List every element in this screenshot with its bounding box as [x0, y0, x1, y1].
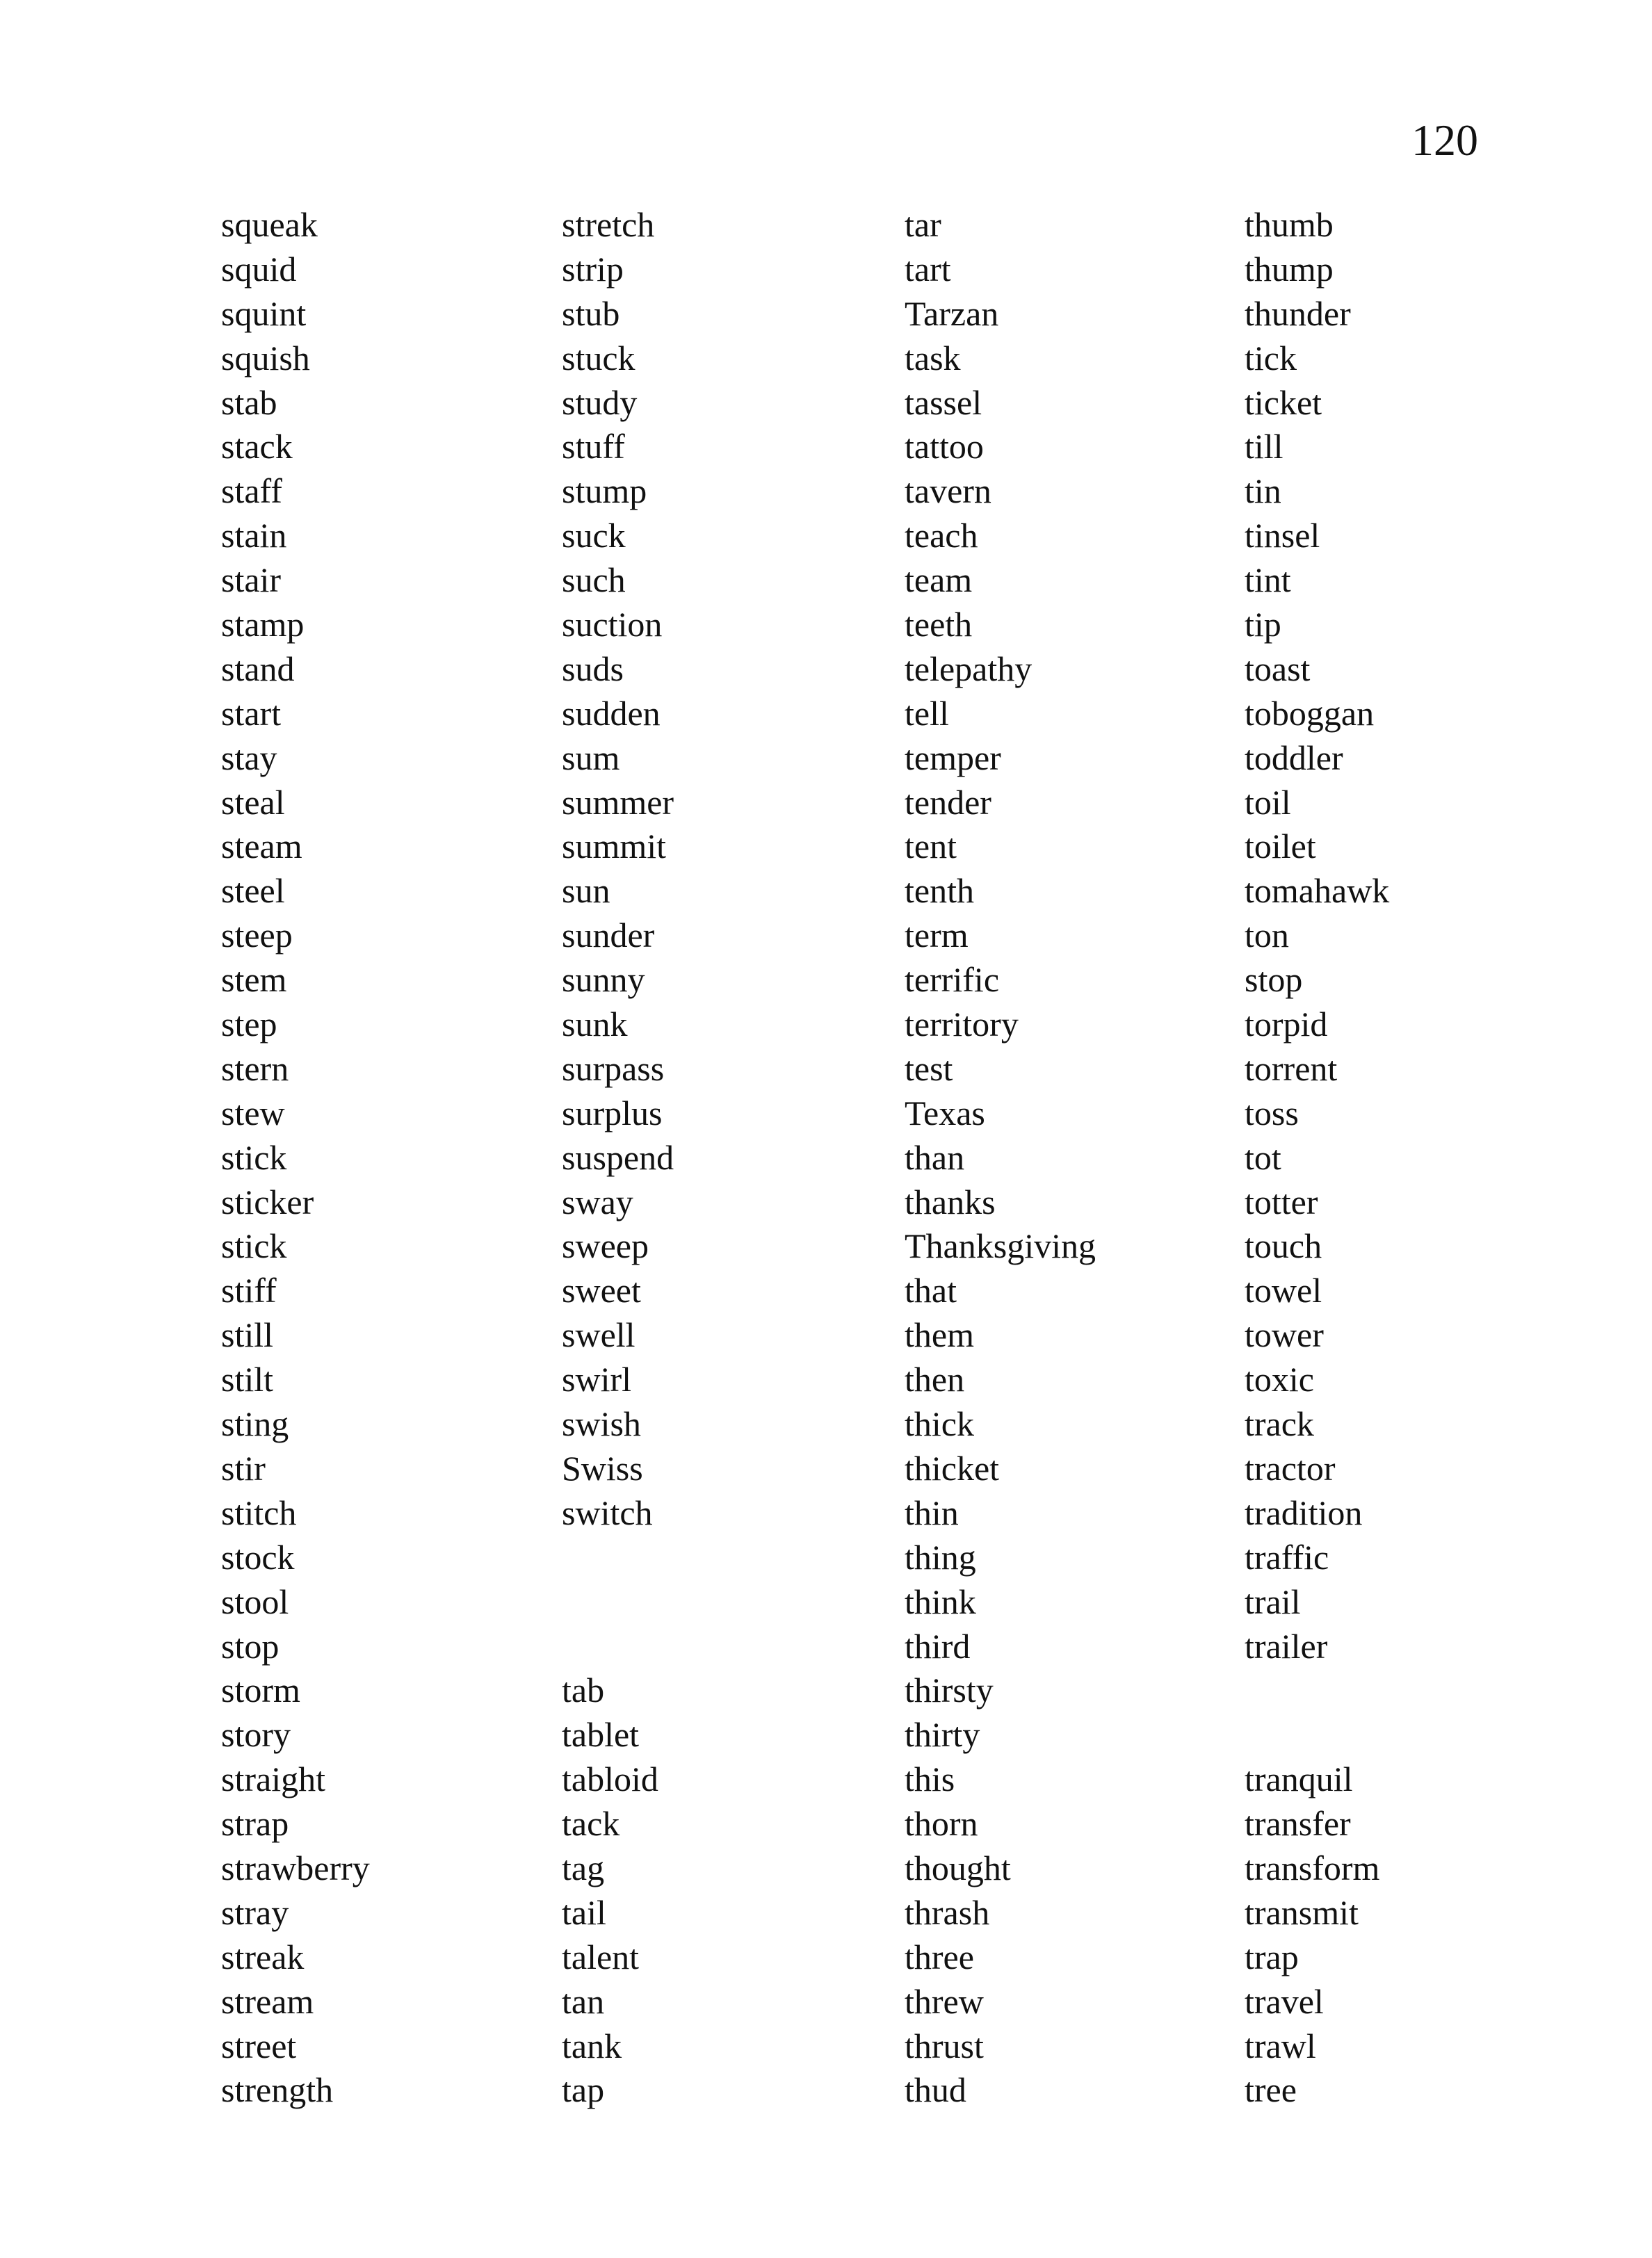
word-entry: transform: [1245, 1848, 1380, 1887]
word-entry: toboggan: [1245, 693, 1375, 733]
word-entry: stop: [221, 1626, 280, 1666]
word-entry: stray: [221, 1892, 289, 1932]
word-entry: Tarzan: [905, 293, 999, 333]
word-entry: sunk: [562, 1005, 628, 1044]
word-entry: tomahawk: [1245, 871, 1390, 911]
word-entry: stock: [221, 1537, 295, 1577]
word-entry: threw: [905, 1981, 984, 2021]
word-entry: sticker: [221, 1182, 314, 1221]
word-column-1: [221, 203, 541, 2113]
word-entry: thought: [905, 1848, 1011, 1887]
word-entry: tower: [1245, 1315, 1324, 1355]
word-column-3: [905, 203, 1224, 2113]
word-entry: tab: [562, 1671, 605, 1710]
word-entry: swirl: [562, 1360, 631, 1399]
word-entry: sunder: [562, 916, 655, 955]
word-entry: thorn: [905, 1804, 978, 1844]
word-entry: stamp: [221, 605, 305, 644]
word-entry: travel: [1245, 1981, 1324, 2021]
word-entry: thirsty: [905, 1671, 994, 1710]
word-column-2: [562, 203, 882, 2113]
word-entry: tar: [905, 205, 941, 244]
word-entry: tinsel: [1245, 516, 1320, 555]
word-entry: trap: [1245, 1937, 1299, 1976]
word-entry: stand: [221, 649, 295, 688]
word-entry: step: [221, 1005, 277, 1044]
word-entry: tent: [905, 827, 957, 866]
word-entry: toss: [1245, 1093, 1299, 1132]
word-entry: tank: [562, 2026, 622, 2065]
word-entry: tavern: [905, 471, 991, 511]
word-entry: summit: [562, 827, 667, 866]
word-entry: storm: [221, 1671, 300, 1710]
word-entry: thrash: [905, 1892, 990, 1932]
word-entry: teach: [905, 516, 978, 555]
word-entry: switch: [562, 1493, 653, 1532]
word-entry: third: [905, 1626, 971, 1666]
word-entry: thud: [905, 2070, 966, 2110]
word-entry: trailer: [1245, 1626, 1328, 1666]
word-column-4: [1245, 203, 1564, 2113]
word-entry: tenth: [905, 871, 974, 911]
word-entry: tag: [562, 1848, 605, 1887]
word-entry: stick: [221, 1137, 287, 1177]
word-entry: tranquil: [1245, 1760, 1353, 1799]
word-entry: thumb: [1245, 205, 1334, 244]
word-entry: thing: [905, 1537, 976, 1577]
word-entry: stain: [221, 516, 287, 555]
word-entry: stick: [221, 1226, 287, 1266]
word-entry: stool: [221, 1582, 289, 1621]
word-entry: tablet: [562, 1715, 640, 1755]
word-entry: start: [221, 693, 282, 733]
page-number: 120: [1411, 115, 1478, 165]
word-entry: stuff: [562, 427, 625, 466]
word-entry: suction: [562, 605, 663, 644]
word-entry: transfer: [1245, 1804, 1351, 1844]
word-entry: tree: [1245, 2070, 1297, 2110]
word-entry: squish: [221, 338, 310, 377]
word-entry: stem: [221, 960, 287, 1000]
word-entry: strawberry: [221, 1848, 370, 1887]
word-entry: tack: [562, 1804, 620, 1844]
word-entry: track: [1245, 1404, 1314, 1444]
word-entry: streak: [221, 1937, 305, 1976]
word-entry: sweep: [562, 1226, 649, 1266]
word-entry: terrific: [905, 960, 1000, 1000]
word-entry: stop: [1245, 960, 1303, 1000]
word-entry: sum: [562, 738, 620, 777]
word-entry: Texas: [905, 1093, 985, 1132]
word-entry: sun: [562, 871, 610, 911]
word-entry: tender: [905, 782, 991, 822]
word-entry: tip: [1245, 605, 1281, 644]
word-entry: toddler: [1245, 738, 1343, 777]
word-entry: study: [562, 382, 638, 422]
word-entry: tart: [905, 249, 951, 289]
word-entry: sudden: [562, 693, 661, 733]
word-entry: trail: [1245, 1582, 1301, 1621]
word-entry: think: [905, 1582, 976, 1621]
word-entry: swell: [562, 1315, 635, 1355]
word-entry: thicket: [905, 1448, 1000, 1488]
word-entry: thrust: [905, 2026, 984, 2065]
word-entry: teeth: [905, 605, 973, 644]
word-entry: stump: [562, 471, 647, 511]
word-entry: tradition: [1245, 1493, 1363, 1532]
word-entry: ton: [1245, 916, 1289, 955]
word-entry: Thanksgiving: [905, 1226, 1096, 1266]
word-entry: till: [1245, 427, 1283, 466]
word-entry: surpass: [562, 1048, 665, 1088]
word-entry: ticket: [1245, 382, 1322, 422]
word-entry: straight: [221, 1760, 325, 1799]
word-entry: thump: [1245, 249, 1334, 289]
word-entry: thin: [905, 1493, 959, 1532]
word-entry: stab: [221, 382, 277, 422]
word-entry: such: [562, 560, 626, 600]
word-entry: stilt: [221, 1360, 274, 1399]
word-entry: tassel: [905, 382, 982, 422]
word-entry: tabloid: [562, 1760, 658, 1799]
word-entry: squeak: [221, 205, 318, 244]
word-entry: tractor: [1245, 1448, 1336, 1488]
word-entry: strength: [221, 2070, 334, 2110]
word-entry: stub: [562, 293, 620, 333]
word-entry: territory: [905, 1005, 1019, 1044]
word-entry: sunny: [562, 960, 645, 1000]
word-entry: steel: [221, 871, 285, 911]
word-entry: Swiss: [562, 1448, 643, 1488]
word-entry: tail: [562, 1892, 606, 1932]
word-entry: sway: [562, 1182, 633, 1221]
word-entry: suck: [562, 516, 626, 555]
word-entry: stay: [221, 738, 277, 777]
word-entry: stew: [221, 1093, 285, 1132]
word-entry: talent: [562, 1937, 640, 1976]
word-entry: three: [905, 1937, 974, 1976]
word-entry: street: [221, 2026, 297, 2065]
word-entry: task: [905, 338, 961, 377]
word-entry: toil: [1245, 782, 1291, 822]
word-entry: strap: [221, 1804, 289, 1844]
word-entry: still: [221, 1315, 274, 1355]
word-entry: story: [221, 1715, 291, 1755]
word-entry: surplus: [562, 1093, 663, 1132]
word-entry: that: [905, 1271, 957, 1310]
word-entry: stair: [221, 560, 282, 600]
word-entry: than: [905, 1137, 965, 1177]
word-entry: suspend: [562, 1137, 674, 1177]
word-entry: steam: [221, 827, 302, 866]
word-entry: traffic: [1245, 1537, 1329, 1577]
word-entry: stiff: [221, 1271, 277, 1310]
word-entry: steep: [221, 916, 293, 955]
word-entry: team: [905, 560, 973, 600]
word-entry: stuck: [562, 338, 635, 377]
word-entry: stern: [221, 1048, 289, 1088]
word-entry: then: [905, 1360, 965, 1399]
word-entry: staff: [221, 471, 282, 511]
word-entry: sting: [221, 1404, 289, 1444]
word-entry: stir: [221, 1448, 266, 1488]
word-entry: totter: [1245, 1182, 1318, 1221]
word-entry: steal: [221, 782, 285, 822]
word-entry: tint: [1245, 560, 1291, 600]
word-entry: test: [905, 1048, 953, 1088]
word-entry: tap: [562, 2070, 605, 2110]
word-entry: thirty: [905, 1715, 980, 1755]
word-entry: squint: [221, 293, 307, 333]
word-entry: stitch: [221, 1493, 297, 1532]
word-entry: toast: [1245, 649, 1311, 688]
word-entry: stretch: [562, 205, 655, 244]
word-entry: suds: [562, 649, 624, 688]
word-entry: torrent: [1245, 1048, 1338, 1088]
word-entry: tot: [1245, 1137, 1281, 1177]
word-entry: this: [905, 1760, 955, 1799]
word-entry: temper: [905, 738, 1001, 777]
word-entry: trawl: [1245, 2026, 1316, 2065]
word-entry: summer: [562, 782, 674, 822]
word-entry: touch: [1245, 1226, 1322, 1266]
word-entry: tell: [905, 693, 949, 733]
word-entry: toilet: [1245, 827, 1316, 866]
word-entry: squid: [221, 249, 297, 289]
word-entry: stream: [221, 1981, 314, 2021]
word-entry: towel: [1245, 1271, 1322, 1310]
word-entry: torpid: [1245, 1005, 1328, 1044]
word-entry: sweet: [562, 1271, 641, 1310]
word-entry: them: [905, 1315, 974, 1355]
word-entry: toxic: [1245, 1360, 1314, 1399]
word-entry: strip: [562, 249, 624, 289]
word-entry: thunder: [1245, 293, 1351, 333]
word-entry: thick: [905, 1404, 974, 1444]
word-entry: tattoo: [905, 427, 984, 466]
word-entry: term: [905, 916, 969, 955]
word-entry: telepathy: [905, 649, 1032, 688]
word-entry: transmit: [1245, 1892, 1359, 1932]
word-entry: stack: [221, 427, 293, 466]
word-entry: tick: [1245, 338, 1297, 377]
word-entry: thanks: [905, 1182, 996, 1221]
word-entry: tan: [562, 1981, 605, 2021]
word-entry: tin: [1245, 471, 1281, 511]
word-entry: swish: [562, 1404, 641, 1444]
